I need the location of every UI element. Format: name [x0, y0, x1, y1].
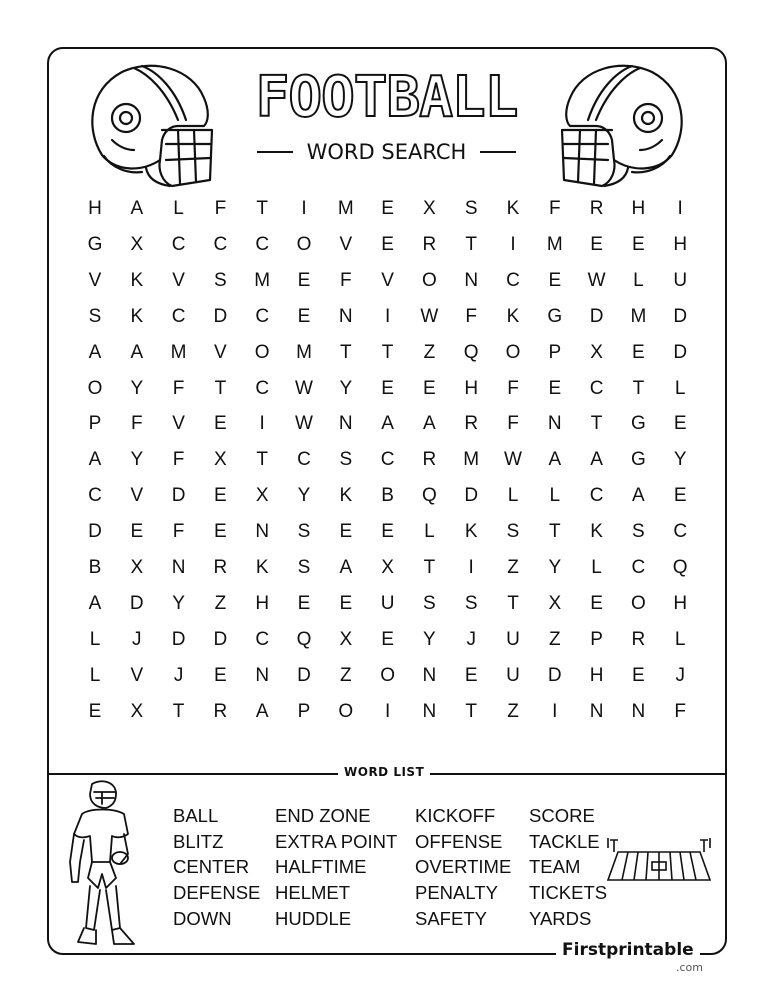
grid-letter[interactable]: A	[423, 413, 436, 435]
grid-letter[interactable]: Y	[130, 449, 144, 471]
grid-letter[interactable]: T	[256, 449, 268, 471]
grid-letter[interactable]: L	[89, 628, 101, 650]
grid-letter[interactable]: L	[507, 485, 519, 507]
grid-letter[interactable]: X	[590, 341, 603, 363]
grid-letter[interactable]: L	[633, 269, 644, 291]
grid-letter[interactable]: L	[549, 485, 561, 507]
word-list-column	[415, 803, 511, 931]
grid-letter[interactable]: U	[506, 628, 520, 650]
grid-letter[interactable]: M	[254, 269, 271, 291]
grid-letter[interactable]: R	[631, 628, 646, 650]
grid-letter[interactable]: I	[301, 198, 307, 219]
grid-letter[interactable]: V	[172, 413, 185, 435]
grid-letter[interactable]: E	[632, 341, 645, 363]
grid-letter[interactable]: T	[214, 377, 227, 399]
grid-letter[interactable]: N	[171, 557, 186, 578]
grid-letter[interactable]: F	[214, 198, 227, 219]
word-list-item: SAFETY	[415, 907, 487, 929]
grid-letter[interactable]: V	[172, 269, 185, 291]
grid-letter[interactable]: F	[548, 198, 561, 219]
grid-letter[interactable]: C	[255, 377, 270, 399]
grid-letter[interactable]: F	[130, 413, 143, 435]
grid-letter[interactable]: A	[255, 700, 269, 722]
grid-letter[interactable]: S	[88, 305, 102, 327]
grid-letter[interactable]: G	[87, 233, 103, 255]
grid-letter[interactable]: X	[255, 485, 269, 507]
grid-letter[interactable]: M	[630, 305, 647, 327]
grid-letter[interactable]: D	[589, 305, 604, 327]
word-list-item: EXTRA POINT	[275, 830, 398, 852]
grid-letter[interactable]: F	[507, 413, 519, 435]
grid-letter[interactable]: E	[339, 592, 353, 614]
grid-letter[interactable]: M	[546, 233, 563, 255]
grid-letter[interactable]: N	[547, 413, 562, 435]
grid-letter[interactable]: E	[130, 521, 144, 543]
grid-letter[interactable]: E	[214, 664, 227, 686]
grid-letter[interactable]: R	[589, 198, 604, 219]
grid-letter[interactable]: D	[213, 628, 228, 650]
grid-letter[interactable]: G	[631, 413, 646, 435]
word-list-item: KICKOFF	[415, 805, 496, 826]
grid-letter[interactable]: K	[590, 521, 603, 543]
grid-letter[interactable]: I	[259, 413, 265, 435]
grid-letter[interactable]: K	[506, 198, 520, 219]
grid-letter[interactable]: E	[381, 628, 394, 650]
grid-letter[interactable]: C	[88, 485, 102, 507]
grid-letter[interactable]: F	[674, 700, 686, 722]
grid-letter[interactable]: F	[172, 449, 185, 471]
grid-letter[interactable]: T	[465, 233, 477, 255]
page-title: FOOTBALL	[255, 65, 518, 130]
grid-letter[interactable]: O	[296, 233, 312, 255]
word-list-item: TEAM	[529, 856, 581, 878]
grid-letter[interactable]: M	[463, 449, 480, 471]
subtitle-rule-right	[480, 151, 516, 153]
grid-letter[interactable]: N	[631, 700, 646, 722]
grid-letter[interactable]: P	[590, 628, 603, 650]
grid-letter[interactable]: E	[297, 269, 311, 291]
grid-letter[interactable]: H	[88, 198, 102, 219]
word-list-item: HALFTIME	[275, 856, 367, 878]
grid-letter[interactable]: L	[89, 664, 101, 686]
brand-block	[556, 940, 700, 960]
word-list-item: OFFENSE	[415, 830, 503, 852]
grid-letter[interactable]: E	[673, 413, 687, 435]
grid-letter[interactable]: S	[214, 269, 227, 291]
grid-letter[interactable]: V	[130, 485, 144, 507]
grid-letter[interactable]: U	[506, 664, 520, 686]
grid-letter[interactable]: X	[381, 557, 394, 578]
grid-letter[interactable]: E	[214, 521, 227, 543]
grid-letter[interactable]: N	[422, 700, 437, 722]
grid-letter[interactable]: V	[339, 233, 353, 255]
grid-letter[interactable]: T	[339, 341, 352, 363]
grid-letter[interactable]: N	[464, 269, 479, 291]
grid-letter[interactable]: Y	[172, 592, 185, 614]
grid-letter[interactable]: A	[381, 413, 394, 435]
grid-letter[interactable]: H	[673, 592, 688, 614]
grid-letter[interactable]: C	[297, 449, 311, 471]
grid-letter[interactable]: Q	[422, 485, 437, 507]
grid-letter[interactable]: L	[173, 198, 184, 219]
grid-letter[interactable]: H	[255, 592, 270, 614]
grid-letter[interactable]: K	[464, 521, 478, 543]
word-list-item: HELMET	[275, 882, 351, 904]
grid-letter[interactable]: Y	[339, 377, 353, 399]
grid-letter[interactable]: E	[381, 233, 394, 255]
grid-letter[interactable]: B	[88, 557, 102, 578]
grid-letter[interactable]: T	[548, 521, 561, 543]
grid-letter[interactable]: F	[172, 521, 185, 543]
grid-letter[interactable]: L	[424, 521, 435, 543]
grid-letter[interactable]: I	[384, 305, 391, 327]
grid-letter[interactable]: Y	[548, 557, 562, 578]
grid-letter[interactable]: I	[384, 700, 391, 722]
grid-letter[interactable]: S	[464, 592, 478, 614]
grid-letter[interactable]: W	[420, 305, 439, 327]
grid-letter[interactable]: Q	[672, 557, 688, 578]
grid-letter[interactable]: S	[297, 557, 311, 578]
grid-letter[interactable]: P	[297, 700, 311, 722]
grid-letter[interactable]: U	[673, 269, 688, 291]
grid-letter[interactable]: I	[552, 700, 558, 722]
grid-letter[interactable]: E	[214, 413, 227, 435]
grid-letter[interactable]: M	[296, 341, 312, 363]
grid-letter[interactable]: I	[677, 198, 683, 219]
grid-letter[interactable]: E	[548, 377, 562, 399]
grid-letter[interactable]: T	[381, 341, 394, 363]
grid-letter[interactable]: U	[380, 592, 395, 614]
grid-letter[interactable]: J	[132, 628, 142, 650]
grid-letter[interactable]: T	[256, 198, 268, 219]
grid-letter[interactable]: R	[213, 557, 228, 578]
grid-letter[interactable]: B	[381, 485, 394, 507]
grid-letter[interactable]: K	[130, 269, 144, 291]
grid-letter[interactable]: L	[674, 377, 686, 399]
grid-letter[interactable]: Z	[423, 341, 436, 363]
grid-letter[interactable]: C	[255, 233, 270, 255]
grid-letter[interactable]: K	[255, 557, 269, 578]
grid-letter[interactable]: D	[464, 485, 479, 507]
grid-letter[interactable]: F	[507, 377, 519, 399]
grid-letter[interactable]: N	[255, 521, 270, 543]
grid-letter[interactable]: X	[130, 233, 144, 255]
grid-letter[interactable]: E	[297, 305, 311, 327]
grid-letter[interactable]: D	[171, 628, 186, 650]
subtitle-block	[0, 140, 773, 164]
brand-logo: Firstprintable	[562, 940, 694, 960]
subtitle-rule-left	[257, 151, 293, 153]
grid-letter[interactable]: S	[423, 592, 436, 614]
word-list-item: TACKLE	[529, 830, 600, 852]
word-list-item: DOWN	[173, 907, 232, 929]
grid-letter[interactable]: E	[464, 664, 478, 686]
grid-letter[interactable]: D	[547, 664, 562, 686]
grid-letter[interactable]: A	[88, 341, 102, 363]
grid-letter[interactable]: E	[423, 377, 436, 399]
grid-letter[interactable]: R	[464, 413, 479, 435]
grid-letter[interactable]: A	[339, 557, 353, 578]
word-list-item: SCORE	[529, 805, 595, 826]
grid-letter[interactable]: D	[88, 521, 102, 543]
grid-letter[interactable]: Z	[507, 700, 519, 722]
grid-letter[interactable]: E	[339, 521, 353, 543]
grid-letter[interactable]: Y	[423, 628, 436, 650]
grid-letter[interactable]: C	[255, 628, 270, 650]
grid-letter[interactable]: C	[673, 521, 688, 543]
grid-letter[interactable]: R	[422, 233, 437, 255]
grid-letter[interactable]: A	[632, 485, 645, 507]
grid-letter[interactable]: W	[295, 413, 313, 435]
word-list-item: OVERTIME	[415, 856, 512, 878]
grid-letter[interactable]: E	[88, 700, 102, 722]
grid-letter[interactable]: M	[170, 341, 187, 363]
grid-letter[interactable]: E	[297, 592, 311, 614]
word-list-item: YARDS	[529, 907, 592, 929]
grid-letter[interactable]: N	[589, 700, 604, 722]
grid-letter[interactable]: X	[423, 198, 436, 219]
grid-letter[interactable]: T	[172, 700, 185, 722]
grid-letter[interactable]: Q	[296, 628, 312, 650]
word-list-item: DEFENSE	[173, 882, 261, 904]
grid-letter[interactable]: K	[506, 305, 520, 327]
word-list-column	[173, 803, 260, 931]
grid-letter[interactable]: D	[673, 305, 688, 327]
grid-letter[interactable]: A	[548, 449, 562, 471]
grid-letter[interactable]: T	[507, 592, 519, 614]
grid-letter[interactable]: T	[465, 700, 477, 722]
grid-letter[interactable]: K	[339, 485, 353, 507]
grid-letter[interactable]: A	[88, 592, 102, 614]
grid-letter[interactable]: X	[339, 628, 353, 650]
word-list-column	[275, 803, 397, 931]
grid-letter[interactable]: J	[173, 664, 184, 686]
grid-letter[interactable]: T	[632, 377, 645, 399]
grid-letter[interactable]: N	[255, 664, 270, 686]
grid-letter[interactable]: E	[548, 269, 562, 291]
grid-letter[interactable]: V	[130, 664, 144, 686]
grid-letter[interactable]: V	[381, 269, 394, 291]
grid-letter[interactable]: O	[254, 341, 270, 363]
word-list-label: WORD LIST	[338, 765, 430, 779]
grid-letter[interactable]: A	[130, 198, 144, 219]
grid-letter[interactable]: M	[337, 198, 354, 219]
grid-letter[interactable]: O	[505, 341, 521, 363]
word-list-item: BLITZ	[173, 830, 224, 852]
grid-letter[interactable]: F	[339, 269, 352, 291]
grid-letter[interactable]: C	[380, 449, 395, 471]
grid-letter[interactable]: S	[297, 521, 311, 543]
grid-letter[interactable]: D	[213, 305, 228, 327]
grid-letter[interactable]: H	[631, 198, 646, 219]
grid-letter[interactable]: Q	[463, 341, 479, 363]
grid-letter[interactable]: Y	[130, 377, 144, 399]
grid-letter[interactable]: C	[171, 305, 186, 327]
grid-letter[interactable]: K	[130, 305, 144, 327]
grid-letter[interactable]: H	[589, 664, 604, 686]
grid-letter[interactable]: S	[464, 198, 478, 219]
grid-letter[interactable]: C	[255, 305, 270, 327]
grid-letter[interactable]: C	[589, 377, 604, 399]
grid-letter[interactable]: E	[632, 664, 645, 686]
word-list-item: PENALTY	[415, 882, 498, 904]
grid-letter[interactable]: A	[130, 341, 144, 363]
grid-letter[interactable]: W	[295, 377, 313, 399]
grid-letter[interactable]: F	[465, 305, 477, 327]
grid-letter[interactable]: E	[590, 592, 603, 614]
grid-letter[interactable]: F	[172, 377, 185, 399]
grid-letter[interactable]: O	[631, 592, 646, 614]
grid-letter[interactable]: G	[631, 449, 646, 471]
grid-letter[interactable]: A	[590, 449, 603, 471]
grid-letter[interactable]: Z	[548, 628, 561, 650]
grid-letter[interactable]: D	[129, 592, 144, 614]
grid-letter[interactable]: D	[673, 341, 688, 363]
grid-letter[interactable]: C	[631, 557, 646, 578]
grid-letter[interactable]: C	[213, 233, 228, 255]
grid-letter[interactable]: X	[130, 700, 144, 722]
grid-letter[interactable]: H	[464, 377, 479, 399]
grid-letter[interactable]: Z	[214, 592, 227, 614]
grid-letter[interactable]: O	[338, 700, 354, 722]
grid-letter[interactable]: A	[88, 449, 102, 471]
grid-letter[interactable]: Y	[673, 449, 687, 471]
grid-letter[interactable]: L	[591, 557, 602, 578]
grid-letter[interactable]: E	[632, 233, 645, 255]
grid-letter[interactable]: V	[214, 341, 227, 363]
grid-letter[interactable]: I	[468, 557, 474, 578]
grid-letter[interactable]: D	[297, 664, 311, 686]
grid-letter[interactable]: S	[506, 521, 520, 543]
grid-letter[interactable]: R	[213, 700, 228, 722]
grid-letter[interactable]: R	[422, 449, 437, 471]
grid-letter[interactable]: C	[506, 269, 520, 291]
grid-letter[interactable]: E	[214, 485, 227, 507]
grid-letter[interactable]: T	[590, 413, 603, 435]
grid-letter[interactable]: Z	[507, 557, 519, 578]
word-list-item: TICKETS	[529, 882, 608, 904]
grid-letter[interactable]: E	[590, 233, 603, 255]
grid-letter[interactable]: J	[466, 628, 476, 650]
grid-letter[interactable]: I	[510, 233, 516, 255]
grid-letter[interactable]: S	[339, 449, 353, 471]
football-field-icon	[604, 836, 714, 886]
grid-letter[interactable]: C	[171, 233, 186, 255]
grid-letter[interactable]: N	[338, 413, 353, 435]
grid-letter[interactable]: G	[547, 305, 563, 327]
grid-letter[interactable]: E	[381, 377, 394, 399]
grid-letter[interactable]: O	[422, 269, 437, 291]
grid-letter[interactable]: X	[130, 557, 144, 578]
grid-letter[interactable]: V	[88, 269, 102, 291]
grid-letter[interactable]: S	[632, 521, 645, 543]
grid-letter[interactable]: J	[675, 664, 685, 686]
grid-letter[interactable]: L	[674, 628, 686, 650]
grid-letter[interactable]: N	[338, 305, 353, 327]
grid-letter[interactable]: Z	[339, 664, 352, 686]
word-list-item: HUDDLE	[275, 907, 352, 929]
grid-letter[interactable]: W	[587, 269, 606, 291]
word-list-item: END ZONE	[275, 805, 371, 826]
grid-letter[interactable]: D	[171, 485, 186, 507]
grid-letter[interactable]: X	[214, 449, 227, 471]
grid-letter[interactable]: C	[589, 485, 604, 507]
grid-letter[interactable]: N	[422, 664, 437, 686]
grid-letter[interactable]: O	[380, 664, 395, 686]
grid-letter[interactable]: P	[548, 341, 562, 363]
word-list-column	[529, 803, 607, 931]
grid-letter[interactable]: H	[673, 233, 688, 255]
grid-letter[interactable]: Y	[297, 485, 311, 507]
word-list-item: BALL	[173, 805, 219, 826]
grid-letter[interactable]: P	[88, 413, 102, 435]
grid-letter[interactable]: E	[381, 521, 394, 543]
grid-letter[interactable]: T	[423, 557, 436, 578]
grid-letter[interactable]: W	[504, 449, 522, 471]
word-list-item: CENTER	[173, 856, 250, 878]
grid-letter[interactable]: E	[381, 198, 394, 219]
page-subtitle: WORD SEARCH	[306, 140, 467, 164]
grid-letter[interactable]: E	[673, 485, 687, 507]
grid-letter[interactable]: O	[87, 377, 103, 399]
brand-suffix: .com	[676, 961, 703, 974]
grid-letter[interactable]: X	[548, 592, 562, 614]
football-player-icon	[62, 778, 142, 954]
